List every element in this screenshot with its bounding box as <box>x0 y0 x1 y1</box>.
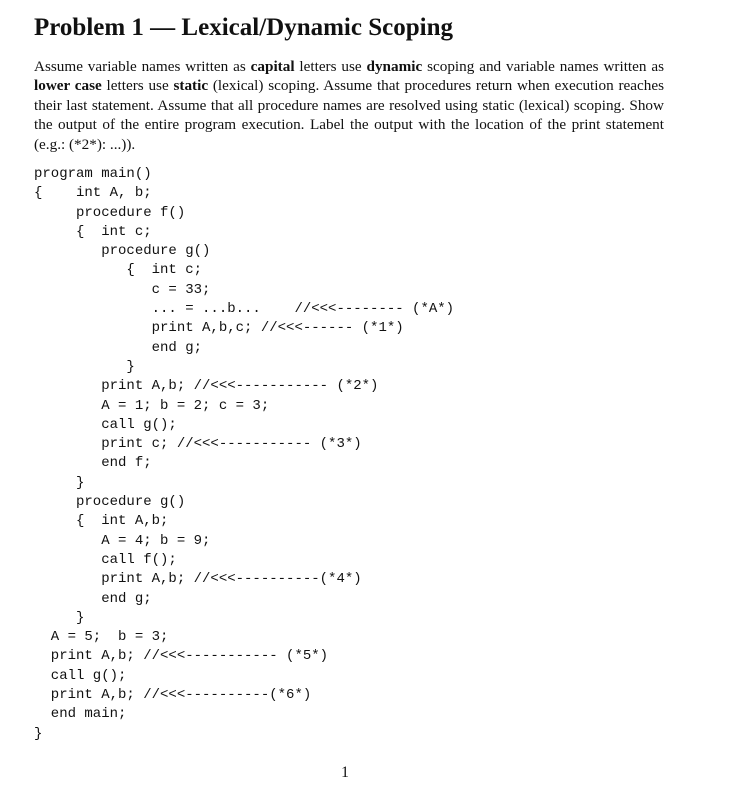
code-line: A = 1; b = 2; c = 3; <box>34 397 270 414</box>
code-line: } <box>34 358 135 375</box>
code-line: procedure f() <box>34 204 186 221</box>
code-line: } <box>34 474 85 491</box>
paragraph-text: letters use <box>101 77 174 95</box>
paragraph-text: letters use <box>294 58 367 75</box>
code-line: print A,b; //<<<----------- (*5*) <box>34 648 329 665</box>
code-line: end main; <box>34 706 127 723</box>
code-line: end g; <box>34 590 152 607</box>
code-line: { int c; <box>34 223 152 240</box>
code-line: } <box>34 725 43 742</box>
code-line: procedure g() <box>34 494 186 511</box>
bold-term: capital <box>250 58 295 75</box>
code-line: } <box>34 609 85 626</box>
code-line: print A,b; //<<<----------(*4*) <box>34 571 362 588</box>
code-line: call g(); <box>34 667 127 684</box>
page-number: 1 <box>341 764 349 781</box>
code-line: { int c; <box>34 262 203 279</box>
code-listing <box>34 165 454 744</box>
paragraph-text: (lexical) scoping. Assume that procedures return when execution reaches their last statement. Assume that all procedure names are resolved using static (lexical) scoping. Show the output of the entire program execution. Label the output with the location of the print statement (e.g.: (*2*): ...)). <box>34 77 664 153</box>
code-line: call g(); <box>34 416 177 433</box>
code-line: { int A, b; <box>34 185 152 202</box>
code-line: print c; //<<<----------- (*3*) <box>34 436 362 453</box>
bold-term: dynamic <box>366 58 423 75</box>
code-line: c = 33; <box>34 281 211 298</box>
code-line: procedure g() <box>34 243 211 260</box>
code-line: end f; <box>34 455 152 472</box>
problem-description <box>34 57 664 154</box>
code-line: call f(); <box>34 551 177 568</box>
code-line: program main() <box>34 166 152 182</box>
bold-term: static <box>173 77 209 95</box>
code-line: print A,b,c; //<<<------ (*1*) <box>34 320 404 337</box>
code-line: print A,b; //<<<----------- (*2*) <box>34 378 379 395</box>
problem-title: Problem 1 — Lexical/Dynamic Scoping <box>34 14 453 41</box>
paragraph-text: Assume variable names written as <box>34 58 251 75</box>
code-line: ... = ...b... //<<<-------- (*A*) <box>34 301 455 318</box>
paragraph-text: scoping and variable names written as <box>422 58 664 75</box>
code-line: A = 4; b = 9; <box>34 532 211 549</box>
code-line: print A,b; //<<<----------(*6*) <box>34 687 312 704</box>
code-line: { int A,b; <box>34 513 169 530</box>
bold-term: lower case <box>34 77 102 95</box>
code-line: A = 5; b = 3; <box>34 629 169 646</box>
code-line: end g; <box>34 339 203 356</box>
